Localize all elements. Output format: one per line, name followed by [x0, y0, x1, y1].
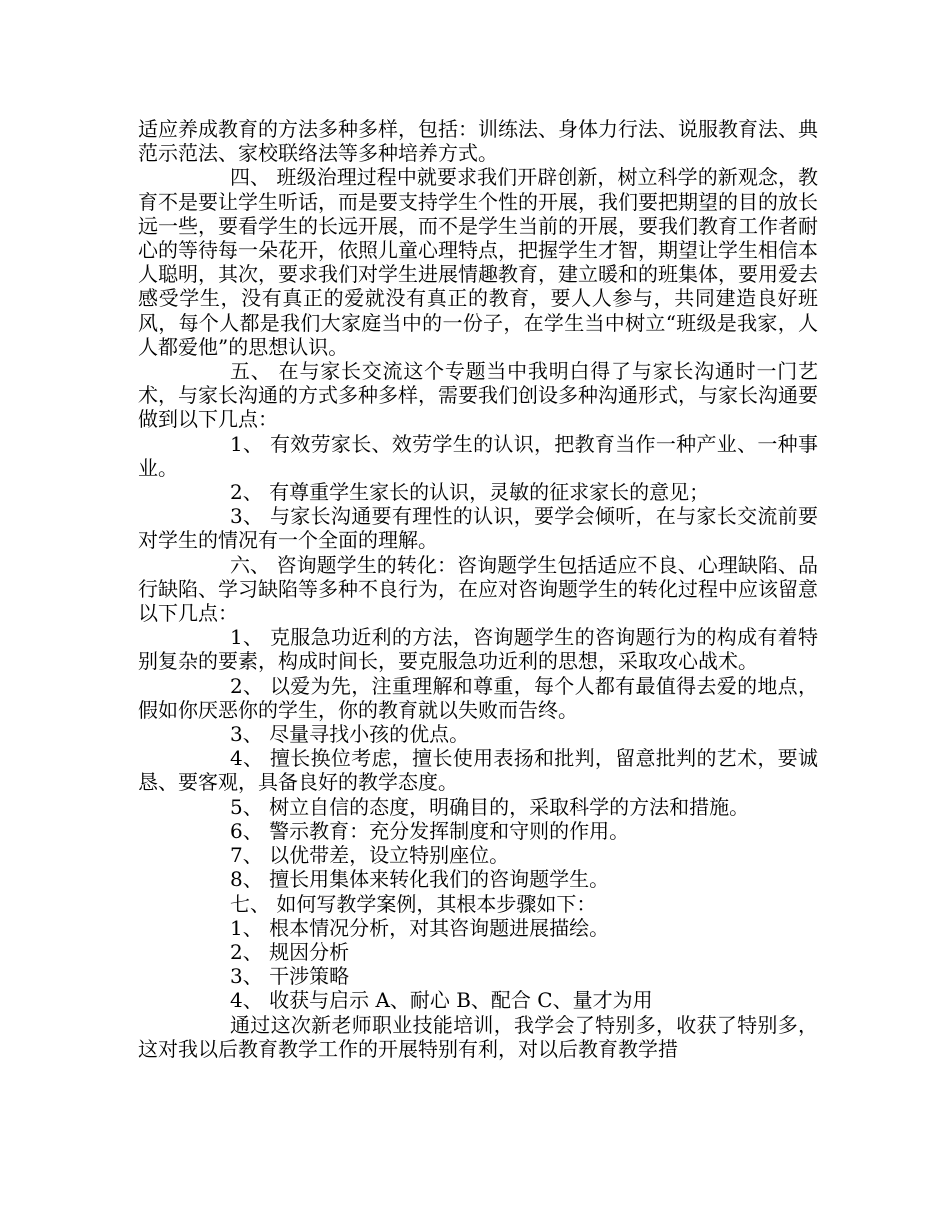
paragraph-training-methods: 适应养成教育的方法多种多样，包括：训练法、身体力行法、说服教育法、典范示范法、家校联络法等多种培养方式。: [138, 117, 818, 166]
list-item-6-5: 5、 树立自信的态度，明确目的，采取科学的方法和措施。: [230, 794, 750, 819]
list-item-5-3: 3、 与家长沟通要有理性的认识，要学会倾听，在与家长交流前要对学生的情况有一个全面的理解。: [138, 504, 818, 553]
list-item-6-8: 8、 擅长用集体来转化我们的咨询题学生。: [230, 867, 610, 892]
list-item-6-7: 7、 以优带差，设立特别座位。: [230, 843, 510, 868]
list-item-6-6: 6、 警示教育：充分发挥制度和守则的作用。: [230, 818, 630, 843]
list-item-6-2: 2、 以爱为先，注重理解和尊重，每个人都有最值得去爱的地点，假如你厌恶你的学生，你的教育就以失败而告终。: [138, 673, 818, 722]
document-body: [138, 117, 818, 1061]
paragraph-conclusion: 通过这次新老师职业技能培训，我学会了特别多，收获了特别多，这对我以后教育教学工作的开展特别有利，对以后教育教学措: [138, 1012, 818, 1061]
paragraph-section-6: 六、 咨询题学生的转化：咨询题学生包括适应不良、心理缺陷、品行缺陷、学习缺陷等多种不良行为，在应对咨询题学生的转化过程中应该留意以下几点：: [138, 552, 818, 626]
list-item-6-1: 1、 克服急功近利的方法，咨询题学生的咨询题行为的构成有着特别复杂的要素，构成时间长，要克服急功近利的思想，采取攻心战术。: [138, 625, 818, 674]
list-item-7-3: 3、 干涉策略: [230, 964, 350, 989]
paragraph-section-5: 五、 在与家长交流这个专题当中我明白得了与家长沟通时一门艺术，与家长沟通的方式多种多样，需要我们创设多种沟通形式，与家长沟通要做到以下几点：: [138, 359, 818, 432]
paragraph-section-7: 七、 如何写教学案例，其根本步骤如下：: [230, 891, 597, 916]
list-item-7-2: 2、 规因分析: [230, 939, 350, 964]
list-item-6-3: 3、 尽量寻找小孩的优点。: [230, 722, 470, 747]
paragraph-section-4: 四、 班级治理过程中就要求我们开辟创新，树立科学的新观念，教育不是要让学生听话，而是要支持学生个性的开展，我们要把期望的目的放长远一些，要看学生的长远开展，而不是学生当前的开展，要我们教育工作者耐心的等待每一朵花开，依照儿童心理特点，把握学生才智，期望让学生相信本人聪明，其次，要求我们对学生进展情趣教育，建立暖和的班集体，要用爱去感受学生，没有真正的爱就没有真正的教育，要人人参与，共同建造良好班风，每个人都是我们大家庭当中的一份子，在学生当中树立“班级是我家，人人都爱他”的思想认识。: [138, 165, 818, 359]
list-item-6-4: 4、 擅长换位考虑，擅长使用表扬和批判，留意批判的艺术，要诚恳、要客观，具备良好的教学态度。: [138, 746, 818, 795]
list-item-5-1: 1、 有效劳家长、效劳学生的认识，把教育当作一种产业、一种事业。: [138, 431, 818, 480]
list-item-5-2: 2、 有尊重学生家长的认识，灵敏的征求家长的意见；: [230, 480, 710, 505]
list-item-7-1: 1、 根本情况分析，对其咨询题进展描绘。: [230, 915, 610, 940]
list-item-7-4: 4、 收获与启示 A、耐心 B、配合 C、量才为用: [230, 988, 653, 1013]
